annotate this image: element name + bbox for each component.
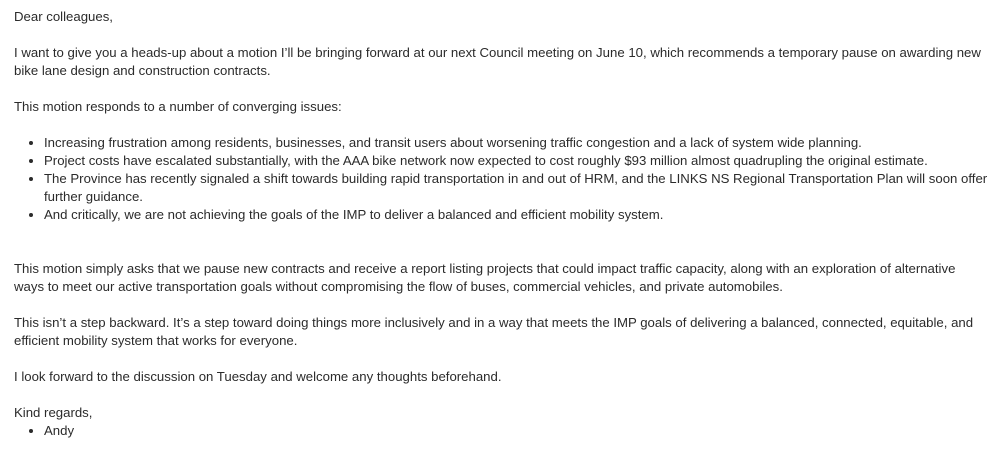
signature-name: • Andy — [44, 422, 989, 440]
list-item: • And critically, we are not achieving the goals of the IMP to deliver a balanced and efficient mobility system. — [44, 206, 989, 224]
signoff: Kind regards, — [14, 405, 93, 420]
email-body — [14, 8, 989, 440]
signature-list — [14, 422, 989, 440]
motion-paragraph: This motion simply asks that we pause new contracts and receive a report listing projects that could impact traffic capacity, along with an exploration of alternative ways to meet our active transportation goals without compromising the flow of buses, commercial vehicles, and private automobiles. — [14, 261, 956, 294]
issues-list — [14, 134, 989, 224]
closing-paragraph: I look forward to the discussion on Tuesday and welcome any thoughts beforehand. — [14, 369, 502, 384]
issues-lead: This motion responds to a number of converging issues: — [14, 99, 342, 114]
list-item: • Project costs have escalated substantially, with the AAA bike network now expected to cost roughly $93 million almost quadrupling the original estimate. — [44, 152, 989, 170]
list-item: • The Province has recently signaled a shift towards building rapid transportation in and out of HRM, and the LINKS NS Regional Transportation Plan will soon offer further guidance. — [44, 170, 989, 206]
greeting: Dear colleagues, — [14, 9, 113, 24]
intro-paragraph: I want to give you a heads-up about a motion I’ll be bringing forward at our next Council meeting on June 10, which recommends a temporary pause on awarding new bike lane design and construction contracts. — [14, 45, 981, 78]
list-item: • Increasing frustration among residents, businesses, and transit users about worsening traffic congestion and a lack of system wide planning. — [44, 134, 989, 152]
step-paragraph: This isn’t a step backward. It’s a step toward doing things more inclusively and in a way that meets the IMP goals of delivering a balanced, connected, equitable, and efficient mobility system that works for everyone. — [14, 315, 974, 348]
